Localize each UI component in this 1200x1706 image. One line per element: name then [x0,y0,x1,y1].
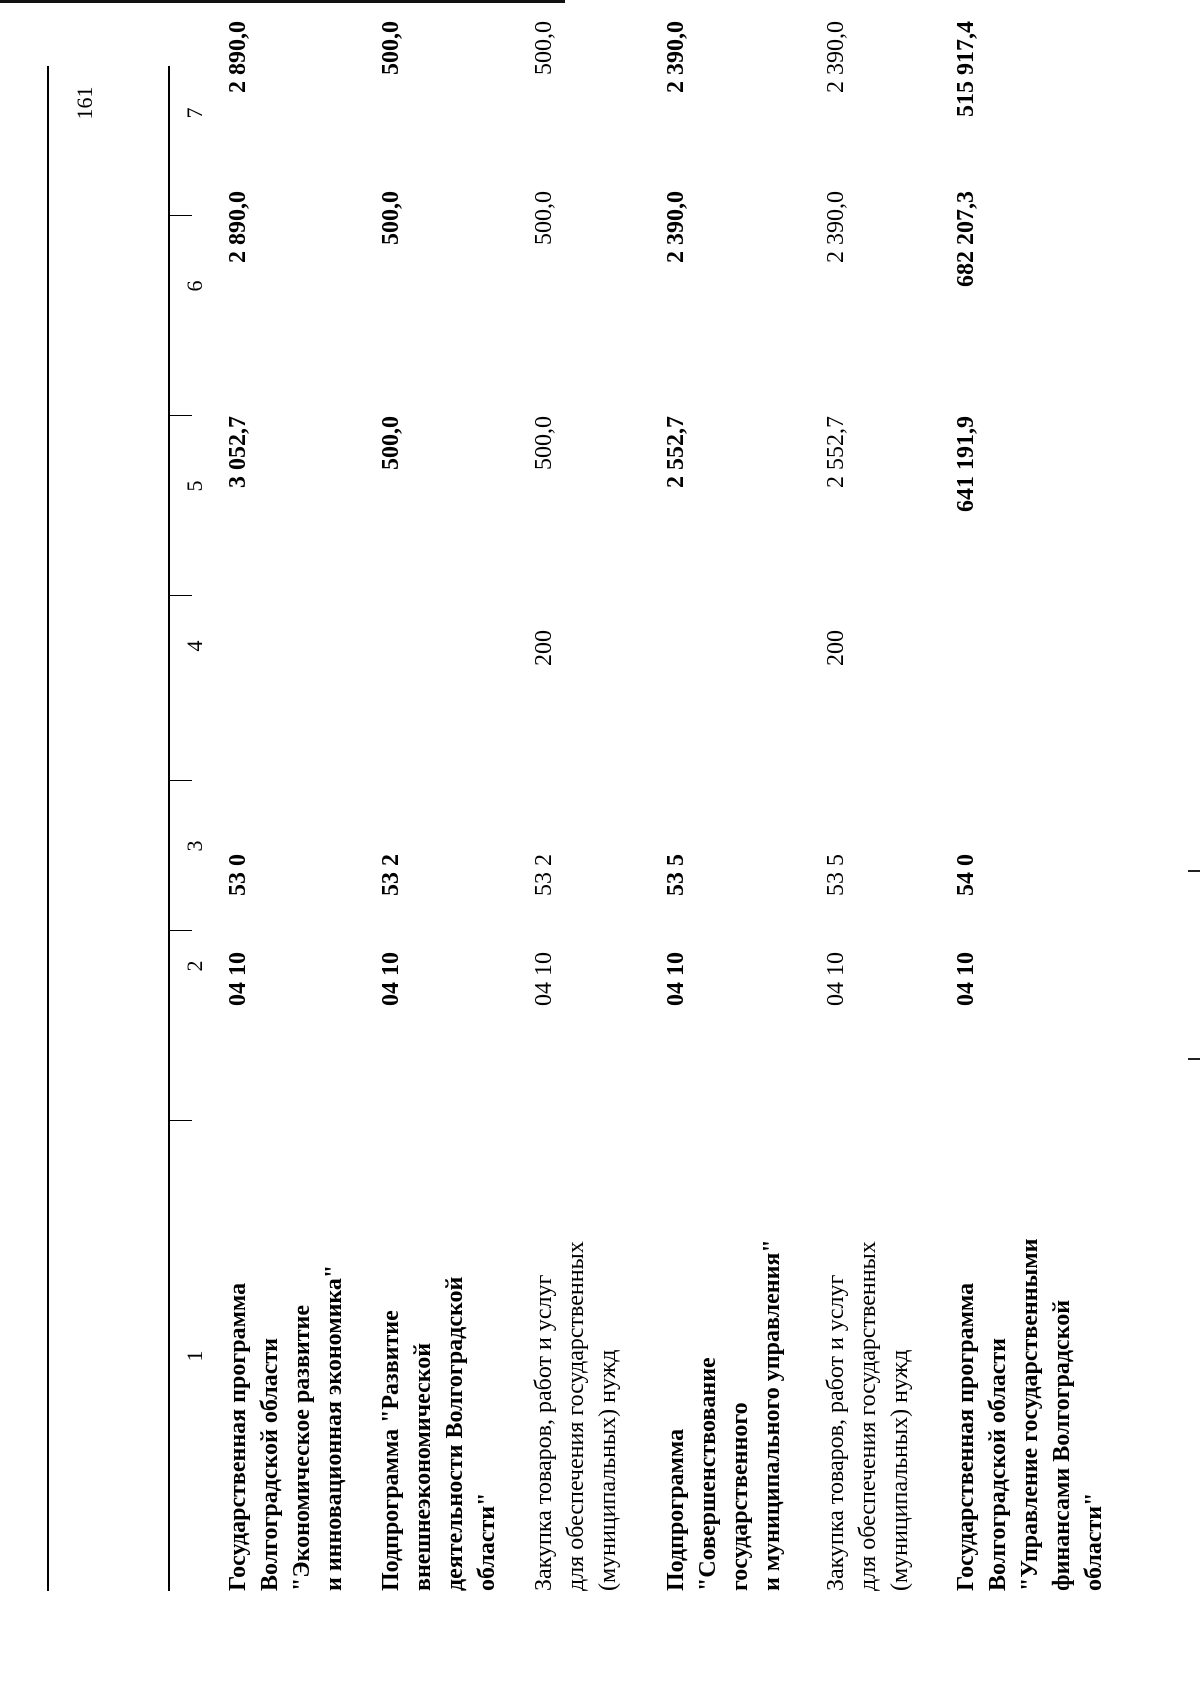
row-1-col5: 500,0 [378,416,404,470]
name-line: Закупка товаров, работ и услуг [823,1274,849,1591]
row-4-program-code: 53 5 [823,854,849,896]
name-line: Подпрограмма "Развитие [378,1310,404,1591]
row-0-col7: 2 890,0 [225,21,251,93]
name-line: (муниципальных) нужд [887,1349,913,1591]
name-line: и муниципального управления" [759,1239,785,1591]
name-line: "Совершенствование [695,1357,721,1591]
row-3-col5: 2 552,7 [663,416,689,488]
name-line: для обеспечения государственных [563,1241,589,1591]
row-3-program-code: 53 5 [663,854,689,896]
row-5-section-code: 04 10 [953,952,979,1006]
name-line: области" [1081,1492,1107,1591]
row-2-program-code: 53 2 [531,854,557,896]
row-1-col7: 500,0 [378,21,404,75]
row-3-col6: 2 390,0 [663,191,689,263]
row-3-col7: 2 390,0 [663,21,689,93]
header-top-rule [47,66,49,1591]
row-4-col6: 2 390,0 [823,191,849,263]
row-2-expense-type: 200 [531,630,557,666]
row-1-col6: 500,0 [378,191,404,245]
row-3-name [660,1121,788,1591]
column-separator [168,930,192,931]
row-5-program-code: 54 0 [953,854,979,896]
name-line: "Управление государственными [1017,1238,1043,1591]
row-0-name [222,1121,350,1591]
row-2-col5: 500,0 [531,416,557,470]
scan-top-edge [0,0,565,3]
column-header-4: 4 [182,640,207,652]
name-line: деятельности Волгоградской [442,1276,468,1591]
row-5-name [950,1121,1110,1591]
row-4-col5: 2 552,7 [823,416,849,488]
name-line: и инновационная экономика" [321,1264,347,1591]
row-2-name [528,1121,624,1591]
name-line: области" [474,1492,500,1591]
name-line: Государственная программа [953,1282,979,1591]
column-separator [168,595,192,596]
column-header-2: 2 [182,960,207,972]
name-line: "Экономическое развитие [289,1304,315,1591]
column-header-5: 5 [182,480,207,492]
row-5-col5: 641 191,9 [953,416,979,512]
column-header-1: 1 [182,1350,207,1362]
row-1-section-code: 04 10 [378,952,404,1006]
name-line: Подпрограмма [663,1428,689,1591]
name-line: государственного [727,1402,753,1591]
name-line: (муниципальных) нужд [595,1349,621,1591]
row-1-program-code: 53 2 [378,854,404,896]
column-separator [168,215,192,216]
row-0-program-code: 53 0 [225,854,251,896]
row-4-section-code: 04 10 [823,952,849,1006]
rotated-budget-table [0,6,1200,1706]
name-line: Закупка товаров, работ и услуг [531,1274,557,1591]
column-header-7: 7 [182,107,207,119]
row-4-col7: 2 390,0 [823,21,849,93]
column-header-3: 3 [182,840,207,852]
header-bottom-rule [168,66,170,1591]
row-1-name [375,1121,503,1591]
name-line: для обеспечения государственных [855,1241,881,1591]
column-separator [168,1120,192,1121]
row-0-col6: 2 890,0 [225,191,251,263]
column-separator [168,415,192,416]
row-2-col7: 500,0 [531,21,557,75]
page-number: 161 [72,86,97,120]
row-2-section-code: 04 10 [531,952,557,1006]
name-line: внешнеэкономической [410,1342,436,1591]
row-2-col6: 500,0 [531,191,557,245]
row-4-name [820,1121,916,1591]
name-line: Государственная программа [225,1282,251,1591]
row-0-section-code: 04 10 [225,952,251,1006]
row-0-col5: 3 052,7 [225,416,251,488]
column-separator [168,780,192,781]
name-line: Волгоградской области [985,1338,1011,1591]
row-4-expense-type: 200 [823,630,849,666]
row-3-section-code: 04 10 [663,952,689,1006]
column-header-6: 6 [182,280,207,292]
row-5-col6: 682 207,3 [953,191,979,287]
name-line: Волгоградской области [257,1338,283,1591]
name-line: финансами Волгоградской [1049,1299,1075,1591]
row-5-col7: 515 917,4 [953,21,979,117]
